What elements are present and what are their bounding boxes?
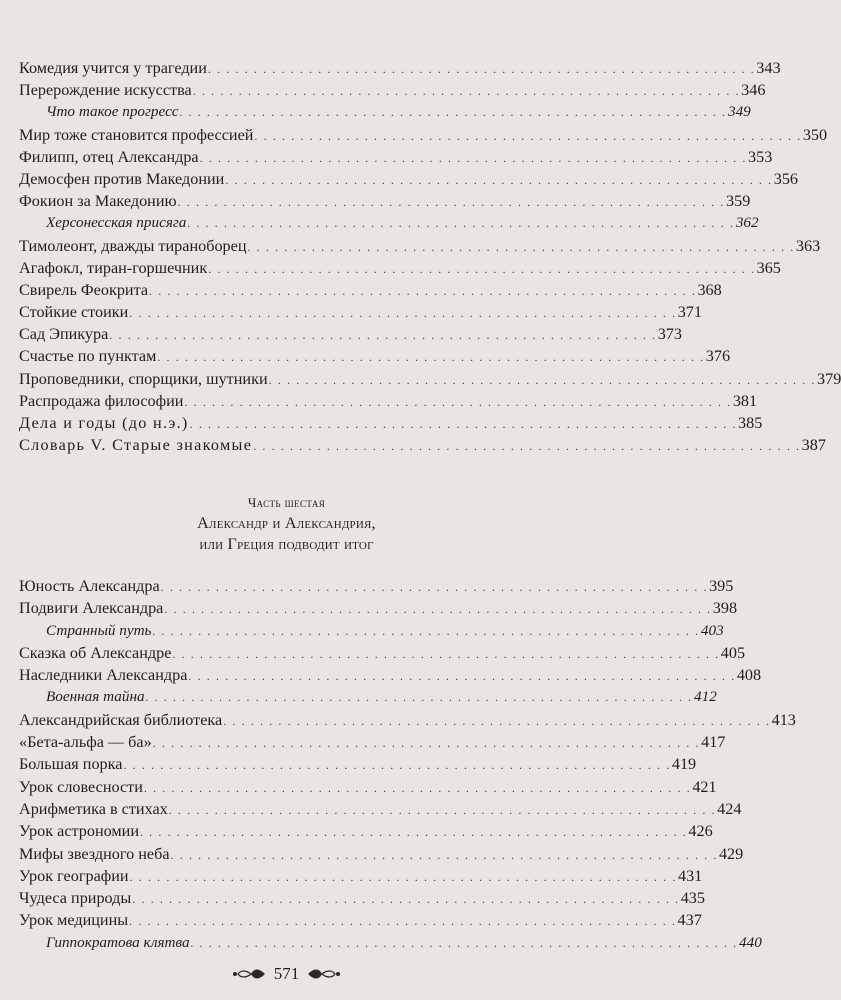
dot-leader: . . . . . . . . . . . . . . . . . . . . . . . . . . . . . . . . . . . . . . . . . . . . . . . . . . . . . . . . . . . .: [184, 394, 732, 409]
toc-entry-title: Дела и годы (до н.э.): [19, 414, 189, 432]
toc-entry-title: Подвиги Александра: [19, 599, 164, 618]
toc-entry: [19, 146, 773, 168]
ornament-left-icon: [232, 967, 266, 981]
toc-entry-title: Мир тоже становится профессией: [19, 125, 254, 144]
toc-entry-title: Комедия учится у трагедии: [19, 59, 207, 77]
toc-entry-title: Херсонесская присяга: [46, 214, 187, 232]
toc-entry-title: Арифметика в стихах: [19, 799, 168, 818]
toc-entry: [19, 235, 821, 257]
toc-entry: [19, 887, 705, 909]
page-footer: [0, 964, 573, 984]
toc-entry-title: Тимолеонт, дважды тираноборец: [19, 236, 247, 255]
toc-entry-title: Сказка об Александре: [19, 643, 172, 662]
dot-leader: . . . . . . . . . . . . . . . . . . . . . . . . . . . . . . . . . . . . . . . . . . . . . . . . . . . . . . . . . . . .: [192, 84, 741, 99]
dot-leader: . . . . . . . . . . . . . . . . . . . . . . . . . . . . . . . . . . . . . . . . . . . . . . . . . . . . . . . . . . . .: [179, 105, 727, 120]
table-of-contents-part5: [19, 57, 841, 456]
dot-leader: . . . . . . . . . . . . . . . . . . . . . . . . . . . . . . . . . . . . . . . . . . . . . . . . . . . . . . . . . . . .: [129, 869, 677, 884]
dot-leader: . . . . . . . . . . . . . . . . . . . . . . . . . . . . . . . . . . . . . . . . . . . . . . . . . . . . . . . . . . . .: [129, 914, 677, 929]
toc-entry-title: Проповедники, спорщики, шутники: [19, 369, 268, 388]
dot-leader: . . . . . . . . . . . . . . . . . . . . . . . . . . . . . . . . . . . . . . . . . . . . . . . . . . . . . . . . . . . .: [160, 580, 709, 594]
dot-leader: . . . . . . . . . . . . . . . . . . . . . . . . . . . . . . . . . . . . . . . . . . . . . . . . . . . . . . . . . . . .: [129, 306, 677, 321]
dot-leader: . . . . . . . . . . . . . . . . . . . . . . . . . . . . . . . . . . . . . . . . . . . . . . . . . . . . . . . . . . . .: [132, 892, 680, 907]
dot-leader: . . . . . . . . . . . . . . . . . . . . . . . . . . . . . . . . . . . . . . . . . . . . . . . . . . . . . . . . . . . .: [207, 62, 756, 76]
toc-entry: [19, 798, 742, 820]
toc-entry-title: Сад Эпикура: [19, 325, 109, 344]
toc-entry-page: 368: [697, 280, 722, 299]
toc-entry: [19, 843, 744, 865]
toc-entry: [19, 909, 702, 931]
dot-leader: . . . . . . . . . . . . . . . . . . . . . . . . . . . . . . . . . . . . . . . . . . . . . . . . . . . . . . . . . . . .: [164, 602, 712, 617]
toc-entry: [19, 597, 738, 619]
toc-entry: [19, 731, 726, 753]
dot-leader: . . . . . . . . . . . . . . . . . . . . . . . . . . . . . . . . . . . . . . . . . . . . . . . . . . . . . . . . . . . .: [172, 646, 720, 661]
toc-entry-title: Мифы звездного неба: [19, 844, 170, 863]
part-title-line1: Александр и Александрия,: [197, 514, 376, 532]
dot-leader: . . . . . . . . . . . . . . . . . . . . . . . . . . . . . . . . . . . . . . . . . . . . . . . . . . . . . . . . . . . .: [109, 328, 657, 343]
toc-entry-page: 387: [801, 436, 826, 455]
toc-entry: [19, 101, 751, 123]
part-title-line2: или Греция подводит итог: [199, 535, 374, 553]
dot-leader: . . . . . . . . . . . . . . . . . . . . . . . . . . . . . . . . . . . . . . . . . . . . . . . . . . . . . . . . . . . .: [254, 128, 802, 143]
toc-entry-page: 359: [726, 192, 751, 211]
toc-entry-title: Александрийская библиотека: [19, 710, 223, 729]
toc-entry-title: Распродажа философии: [19, 391, 184, 410]
toc-entry-page: 363: [795, 236, 821, 255]
toc-entry: [19, 865, 703, 887]
toc-entry: [19, 301, 702, 323]
ornament-right-icon: [307, 967, 341, 981]
dot-leader: . . . . . . . . . . . . . . . . . . . . . . . . . . . . . . . . . . . . . . . . . . . . . . . . . . . . . . . . . . . .: [199, 150, 748, 165]
toc-entry-page: 431: [677, 866, 703, 885]
dot-leader: . . . . . . . . . . . . . . . . . . . . . . . . . . . . . . . . . . . . . . . . . . . . . . . . . . . . . . . . . . . .: [189, 417, 738, 431]
dot-leader: . . . . . . . . . . . . . . . . . . . . . . . . . . . . . . . . . . . . . . . . . . . . . . . . . . . . . . . . . . . .: [247, 239, 795, 254]
toc-entry-page: 424: [717, 799, 742, 818]
toc-entry: [19, 390, 758, 412]
dot-leader: . . . . . . . . . . . . . . . . . . . . . . . . . . . . . . . . . . . . . . . . . . . . . . . . . . . . . . . . . . . .: [253, 439, 801, 454]
toc-entry: [19, 345, 731, 367]
toc-entry: [19, 257, 781, 279]
toc-entry: [19, 575, 734, 597]
dot-leader: . . . . . . . . . . . . . . . . . . . . . . . . . . . . . . . . . . . . . . . . . . . . . . . . . . . . . . . . . . . .: [225, 172, 773, 187]
toc-entry-page: 413: [771, 710, 796, 729]
dot-leader: . . . . . . . . . . . . . . . . . . . . . . . . . . . . . . . . . . . . . . . . . . . . . . . . . . . . . . . . . . . .: [149, 283, 697, 298]
toc-entry-page: 381: [732, 391, 758, 410]
toc-entry-title: Урок географии: [19, 866, 129, 885]
dot-leader: . . . . . . . . . . . . . . . . . . . . . . . . . . . . . . . . . . . . . . . . . . . . . . . . . . . . . . . . . . . .: [152, 736, 701, 751]
toc-entry: [19, 932, 762, 954]
toc-entry-page: 398: [712, 599, 738, 618]
toc-entry-page: 376: [705, 347, 731, 366]
toc-entry-title: Филипп, отец Александра: [19, 147, 199, 166]
toc-entry-page: 350: [802, 125, 828, 144]
toc-entry-page: 346: [741, 81, 766, 100]
dot-leader: . . . . . . . . . . . . . . . . . . . . . . . . . . . . . . . . . . . . . . . . . . . . . . . . . . . . . . . . . . . .: [145, 690, 694, 705]
toc-entry: [19, 753, 697, 775]
toc-entry-title: Демосфен против Македонии: [19, 169, 225, 188]
dot-leader: . . . . . . . . . . . . . . . . . . . . . . . . . . . . . . . . . . . . . . . . . . . . . . . . . . . . . . . . . . . .: [208, 261, 756, 276]
toc-entry-page: 437: [677, 911, 702, 930]
toc-entry-page: 362: [735, 214, 759, 232]
page-number: 571: [273, 964, 300, 983]
toc-entry-title: Урок словесности: [19, 777, 143, 796]
toc-entry-title: Что такое прогресс: [46, 103, 179, 121]
toc-entry-page: 426: [688, 822, 713, 841]
toc-entry-page: 412: [694, 688, 717, 706]
table-of-contents-part6: [19, 575, 796, 954]
toc-entry-title: Урок астрономии: [19, 822, 139, 841]
toc-entry: [19, 820, 713, 842]
toc-entry-page: 419: [671, 755, 697, 774]
toc-entry-page: 440: [739, 933, 762, 951]
toc-entry-page: 403: [700, 621, 724, 639]
dot-leader: . . . . . . . . . . . . . . . . . . . . . . . . . . . . . . . . . . . . . . . . . . . . . . . . . . . . . . . . . . . .: [139, 825, 688, 840]
dot-leader: . . . . . . . . . . . . . . . . . . . . . . . . . . . . . . . . . . . . . . . . . . . . . . . . . . . . . . . . . . . .: [188, 669, 736, 684]
toc-entry-title: Перерождение искусства: [19, 81, 192, 100]
toc-entry: [19, 57, 781, 79]
toc-entry-page: 421: [692, 777, 717, 796]
toc-entry: [19, 168, 799, 190]
toc-entry: [19, 709, 796, 731]
dot-leader: . . . . . . . . . . . . . . . . . . . . . . . . . . . . . . . . . . . . . . . . . . . . . . . . . . . . . . . . . . . .: [123, 758, 671, 773]
part-six-heading: [0, 493, 573, 555]
toc-entry: [19, 323, 682, 345]
toc-entry: [19, 642, 746, 664]
toc-entry-page: 405: [720, 643, 746, 662]
dot-leader: . . . . . . . . . . . . . . . . . . . . . . . . . . . . . . . . . . . . . . . . . . . . . . . . . . . . . . . . . . . .: [177, 195, 726, 210]
toc-entry-page: 435: [680, 889, 705, 908]
toc-entry-page: 343: [756, 59, 781, 77]
toc-entry: [19, 368, 841, 390]
toc-entry: [19, 124, 828, 146]
toc-entry-page: 356: [773, 169, 799, 188]
toc-entry-title: Агафокл, тиран-горшечник: [19, 258, 208, 277]
toc-entry-title: «Бета-альфа — ба»: [19, 733, 152, 752]
toc-entry: [19, 686, 717, 708]
toc-entry: [19, 620, 724, 642]
toc-entry-page: 365: [756, 258, 781, 277]
toc-entry-title: Стойкие стоики: [19, 303, 129, 322]
toc-entry: [19, 776, 717, 798]
toc-entry-title: Словарь V. Старые знакомые: [19, 436, 253, 455]
toc-entry-page: 349: [727, 103, 751, 121]
toc-entry-page: 379: [817, 369, 841, 388]
dot-leader: . . . . . . . . . . . . . . . . . . . . . . . . . . . . . . . . . . . . . . . . . . . . . . . . . . . . . . . . . . . .: [187, 216, 735, 231]
dot-leader: . . . . . . . . . . . . . . . . . . . . . . . . . . . . . . . . . . . . . . . . . . . . . . . . . . . . . . . . . . . .: [143, 780, 692, 795]
dot-leader: . . . . . . . . . . . . . . . . . . . . . . . . . . . . . . . . . . . . . . . . . . . . . . . . . . . . . . . . . . . .: [268, 372, 817, 387]
toc-entry-page: 373: [657, 325, 682, 344]
toc-entry-title: Счастье по пунктам: [19, 347, 157, 366]
toc-entry-page: 408: [736, 666, 762, 685]
toc-entry-title: Наследники Александра: [19, 666, 188, 685]
toc-entry-page: 371: [677, 303, 702, 322]
toc-entry: [19, 434, 826, 456]
dot-leader: . . . . . . . . . . . . . . . . . . . . . . . . . . . . . . . . . . . . . . . . . . . . . . . . . . . . . . . . . . . .: [190, 935, 739, 950]
toc-entry: [19, 664, 762, 686]
toc-entry-title: Урок медицины: [19, 911, 129, 930]
toc-entry: [19, 279, 722, 301]
toc-entry: [19, 212, 759, 234]
toc-entry: [19, 412, 763, 434]
dot-leader: . . . . . . . . . . . . . . . . . . . . . . . . . . . . . . . . . . . . . . . . . . . . . . . . . . . . . . . . . . . .: [168, 802, 717, 817]
toc-entry: [19, 190, 751, 212]
dot-leader: . . . . . . . . . . . . . . . . . . . . . . . . . . . . . . . . . . . . . . . . . . . . . . . . . . . . . . . . . . . .: [157, 350, 705, 365]
dot-leader: . . . . . . . . . . . . . . . . . . . . . . . . . . . . . . . . . . . . . . . . . . . . . . . . . . . . . . . . . . . .: [170, 847, 718, 862]
dot-leader: . . . . . . . . . . . . . . . . . . . . . . . . . . . . . . . . . . . . . . . . . . . . . . . . . . . . . . . . . . . .: [223, 713, 771, 728]
toc-entry-title: Юность Александра: [19, 577, 160, 595]
toc-entry-page: 353: [748, 147, 773, 166]
toc-entry-title: Странный путь: [46, 621, 152, 639]
toc-entry-title: Фокион за Македонию: [19, 192, 177, 211]
toc-entry-page: 417: [701, 733, 726, 752]
part-label: Часть шестая: [247, 495, 326, 510]
dot-leader: . . . . . . . . . . . . . . . . . . . . . . . . . . . . . . . . . . . . . . . . . . . . . . . . . . . . . . . . . . . .: [152, 623, 700, 638]
toc-entry-title: Чудеса природы: [19, 889, 132, 908]
toc-entry-page: 395: [709, 577, 734, 595]
toc-entry-title: Свирель Феокрита: [19, 280, 149, 299]
toc-entry-page: 429: [718, 844, 744, 863]
toc-entry-title: Большая порка: [19, 755, 123, 774]
toc-entry-title: Гиппократова клятва: [46, 933, 190, 951]
toc-entry-title: Военная тайна: [46, 688, 145, 706]
toc-entry-page: 385: [738, 414, 763, 432]
toc-entry: [19, 79, 766, 101]
